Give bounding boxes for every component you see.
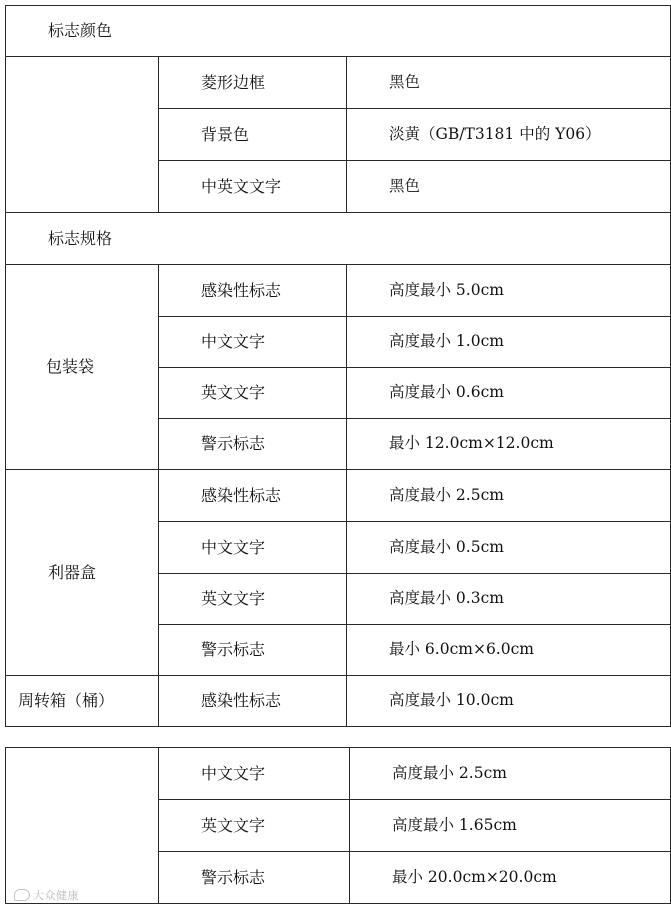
spec-table-main — [5, 5, 671, 727]
item-cell: 英文文字 — [159, 368, 347, 419]
item-cell: 中文文字 — [159, 522, 347, 574]
table-row — [6, 470, 671, 522]
group-cell-turnover-box: 周转箱（桶） — [6, 676, 159, 727]
value-cell: 高度最小 0.6cm — [347, 368, 671, 419]
section-heading-spec: 标志规格 — [6, 213, 671, 265]
value-cell: 高度最小 0.3cm — [347, 574, 671, 625]
empty-group-cell — [6, 57, 159, 213]
item-cell: 警示标志 — [159, 419, 347, 470]
section-row-color — [6, 6, 671, 57]
table-row — [6, 676, 671, 727]
item-cell: 英文文字 — [159, 800, 350, 852]
section-row-spec — [6, 213, 671, 265]
item-cell: 背景色 — [159, 109, 347, 161]
group-cell-sharps-box: 利器盒 — [6, 470, 159, 676]
value-cell: 淡黄（GB/T3181 中的 Y06） — [347, 109, 671, 161]
item-cell: 中文文字 — [159, 748, 350, 800]
item-cell: 中文文字 — [159, 317, 347, 368]
value-cell: 高度最小 0.5cm — [347, 522, 671, 574]
table-row — [6, 57, 671, 109]
value-cell: 黑色 — [347, 57, 671, 109]
value-cell: 黑色 — [347, 161, 671, 213]
item-cell: 警示标志 — [159, 625, 347, 676]
value-cell: 高度最小 10.0cm — [347, 676, 671, 727]
section-heading-color: 标志颜色 — [6, 6, 671, 57]
value-cell: 高度最小 5.0cm — [347, 265, 671, 317]
item-cell: 警示标志 — [159, 852, 350, 904]
spec-table-continuation — [5, 747, 671, 904]
item-cell: 感染性标志 — [159, 265, 347, 317]
group-cell-bag: 包装袋 — [6, 265, 159, 470]
watermark — [14, 887, 79, 903]
value-cell: 最小 20.0cm×20.0cm — [350, 852, 671, 904]
item-cell: 感染性标志 — [159, 470, 347, 522]
watermark-text: 大众健康 — [33, 889, 79, 902]
table-row — [6, 265, 671, 317]
item-cell: 菱形边框 — [159, 57, 347, 109]
empty-group-cell — [6, 748, 159, 904]
item-cell: 中英文文字 — [159, 161, 347, 213]
value-cell: 高度最小 2.5cm — [347, 470, 671, 522]
value-cell: 最小 12.0cm×12.0cm — [347, 419, 671, 470]
value-cell: 高度最小 1.65cm — [350, 800, 671, 852]
value-cell: 高度最小 2.5cm — [350, 748, 671, 800]
value-cell: 最小 6.0cm×6.0cm — [347, 625, 671, 676]
weibo-icon — [14, 889, 30, 901]
table-row — [6, 748, 671, 800]
value-cell: 高度最小 1.0cm — [347, 317, 671, 368]
item-cell: 英文文字 — [159, 574, 347, 625]
item-cell: 感染性标志 — [159, 676, 347, 727]
